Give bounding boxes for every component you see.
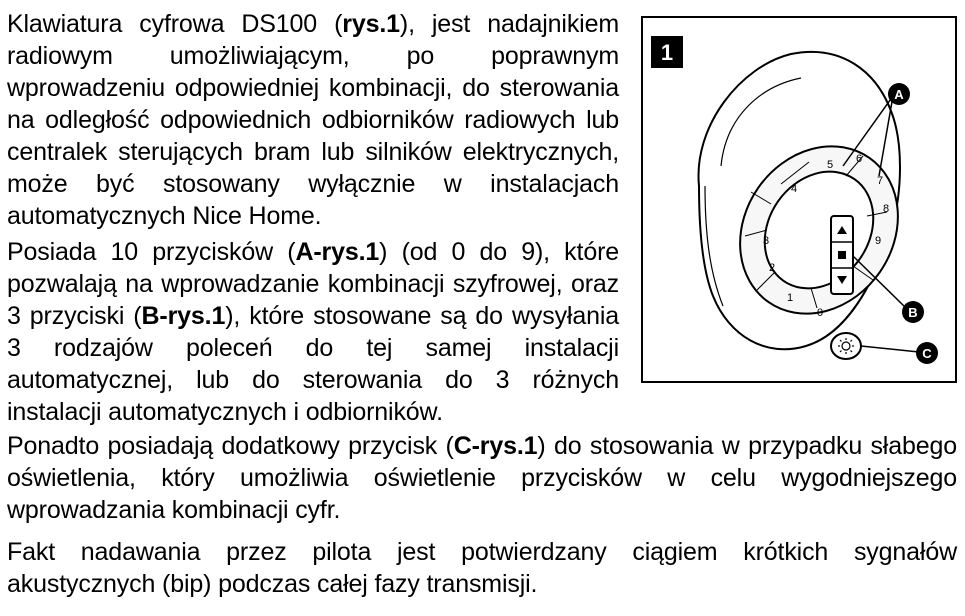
p2-figure-ref-a: A-rys.1	[295, 238, 380, 266]
key-7: 7	[877, 175, 884, 187]
p2-text-1: Posiada 10 przycisków (	[7, 238, 296, 266]
key-5: 5	[827, 159, 834, 171]
p2-figure-ref-b: B-rys.1	[141, 302, 226, 330]
paragraph-transmission	[7, 536, 957, 600]
callout-c-label: C	[922, 346, 932, 361]
p3-text-2: ) do stosowania w przypadku słabego oświetlenia, który umożliwia oświetlenie przycisków w celu wygodniejszego wprowadzania kombinacji cyfr.	[7, 432, 957, 524]
key-3: 3	[763, 235, 770, 247]
light-button	[831, 333, 861, 359]
p4-text-1: Fakt nadawania przez pilota jest potwierdzany ciągiem krótkich sygnałów akustycznych (bip) podczas całej fazy transmisji.	[7, 538, 957, 598]
key-0: 0	[817, 307, 824, 319]
key-6: 6	[856, 153, 863, 165]
p2-text-2: ) (od 0 do 9), które pozwalają na wprowadzanie kombinacji szyfrowej, oraz 3 przyciski (	[7, 238, 620, 330]
paragraph-intro	[7, 8, 619, 232]
p3-text-1: Ponadto posiadają dodatkowy przycisk (	[7, 432, 454, 460]
paragraph-buttons	[7, 236, 619, 428]
p1-text-2: ), jest nadajnikiem radiowym umożliwiającym, po poprawnym wprowadzeniu odpowiedniej kombinacji, do sterowania na odległość odpowiednich odbiorników radiowych lub centralek sterujących bram lub silników elektrycznych, może być stosowany wyłącznie w instalacjach automatycznych Nice Home.	[7, 10, 619, 230]
callout-a-label: A	[894, 87, 904, 102]
p3-figure-ref-c: C-rys.1	[453, 432, 538, 460]
p2-text-3: ), które stosowane są do wysyłania 3 rodzajów poleceń do tej samej instalacji automatycznej, lub do sterowania do 3 różnych instalacji automatycznych i odbiorników.	[7, 302, 619, 426]
key-2: 2	[769, 262, 776, 274]
key-1: 1	[787, 292, 794, 304]
callout-b-label: B	[908, 305, 918, 320]
key-8: 8	[883, 203, 890, 215]
key-9: 9	[875, 235, 882, 247]
p1-figure-ref: rys.1	[342, 10, 400, 38]
key-4: 4	[791, 183, 798, 195]
p1-text-1: Klawiatura cyfrowa DS100 (	[7, 10, 343, 38]
stop-square-icon	[838, 251, 846, 259]
figure-number: 1	[660, 40, 674, 65]
figure-keypad	[641, 16, 957, 383]
paragraph-light-button	[7, 430, 957, 526]
